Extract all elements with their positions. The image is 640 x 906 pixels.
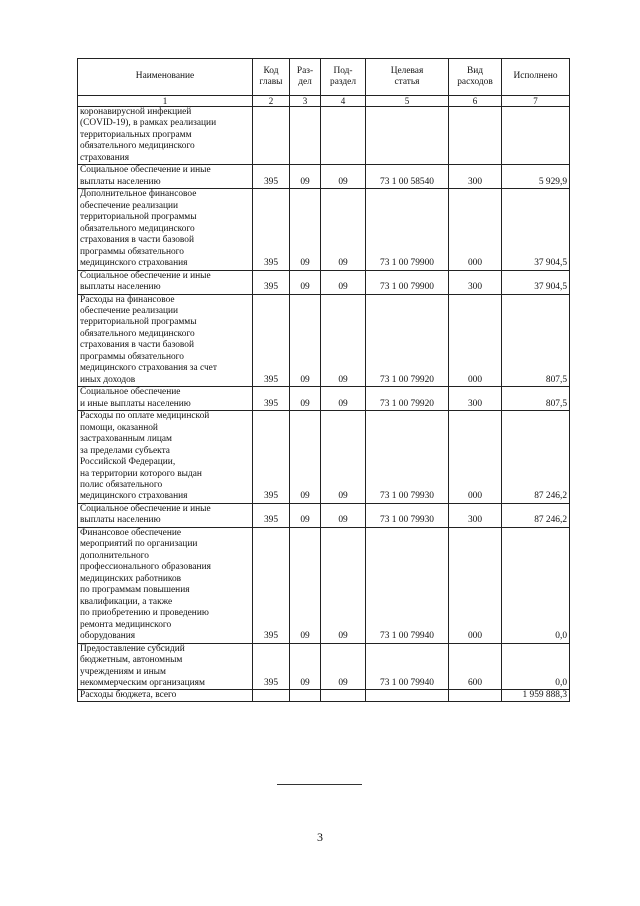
row-name-line: выплаты населению [80,515,161,526]
row-name-line: медицинских работников [80,573,182,584]
row-name-line: выплаты населению [80,282,161,293]
row-expense-type: 000 [449,294,502,387]
row-section-code: 09 [290,643,321,690]
row-executed-amount: 5 929,9 [502,165,570,189]
row-expense-type: 300 [449,503,502,527]
row-name-line: страхования в части базовой [80,340,194,351]
row-name-line: профессионального образования [80,562,211,573]
row-name-line: Дополнительное финансовое [80,189,197,200]
row-target-article: 73 1 00 58540 [366,165,449,189]
row-section-code [290,107,321,165]
row-name-line: Финансовое обеспечение [80,527,182,538]
total-executed: 1 959 888,3 [502,690,570,702]
row-executed-amount: 807,5 [502,387,570,411]
row-chapter-code: 395 [253,294,290,387]
header-expense-type: Вид расходов [449,59,502,96]
table-row [78,107,570,165]
row-name-line: (COVID-19), в рамках реализации [80,118,217,129]
row-name-line: территориальной программы [80,317,197,328]
column-number: 7 [502,96,570,107]
row-name-line: ремонта медицинского [80,619,172,630]
column-number: 3 [290,96,321,107]
row-chapter-code: 395 [253,643,290,690]
row-name-line: Социальное обеспечение и иные [80,270,211,281]
row-subsection-code: 09 [321,411,366,504]
row-name-line: обеспечение реализации [80,200,179,211]
row-name [78,387,253,411]
table-row [78,527,570,643]
row-name-line: медицинского страхования за счет [80,363,217,374]
total-label: Расходы бюджета, всего [78,690,253,702]
row-chapter-code: 395 [253,527,290,643]
row-subsection-code: 09 [321,387,366,411]
row-expense-type: 000 [449,527,502,643]
row-subsection-code: 09 [321,503,366,527]
row-name-line: по приобретению и проведению [80,608,209,619]
row-name [78,503,253,527]
row-target-article: 73 1 00 79940 [366,527,449,643]
row-subsection-code: 09 [321,294,366,387]
row-target-article: 73 1 00 79940 [366,643,449,690]
row-name-line: Расходы по оплате медицинской [80,411,210,422]
row-subsection-code: 09 [321,189,366,270]
row-name-line: Социальное обеспечение [80,387,181,398]
row-name-line: квалификации, а также [80,596,173,607]
row-executed-amount: 37 904,5 [502,270,570,294]
row-target-article: 73 1 00 79920 [366,387,449,411]
header-name: Наименование [78,59,253,96]
row-name-line: обязательного медицинского [80,141,195,152]
row-section-code: 09 [290,270,321,294]
row-chapter-code: 395 [253,165,290,189]
row-expense-type: 300 [449,270,502,294]
row-name [78,643,253,690]
row-section-code: 09 [290,165,321,189]
table-row [78,503,570,527]
row-name [78,527,253,643]
table-row [78,270,570,294]
row-name-line: иных доходов [80,374,136,385]
column-number: 4 [321,96,366,107]
row-name-line: застрахованным лицам [80,434,172,445]
row-subsection-code: 09 [321,270,366,294]
table-body [78,107,570,690]
row-executed-amount: 0,0 [502,527,570,643]
row-name-line: Расходы на финансовое [80,294,175,305]
row-name-line: бюджетным, автономным [80,655,183,666]
row-target-article: 73 1 00 79900 [366,270,449,294]
row-name-line: страхования в части базовой [80,235,194,246]
row-name-line: обязательного медицинского [80,223,195,234]
row-section-code: 09 [290,503,321,527]
row-name-line: программы обязательного [80,246,184,257]
row-name-line: за пределами субъекта [80,445,170,456]
row-name-line: Предоставление субсидий [80,643,185,654]
row-name-line: медицинского страхования [80,491,188,502]
row-name-line: Российской Федерации, [80,457,176,468]
page-number: 3 [317,830,323,844]
row-name-line: Социальное обеспечение и иные [80,165,211,176]
header-target-article: Целевая статья [366,59,449,96]
row-executed-amount: 0,0 [502,643,570,690]
row-name-line: полис обязательного [80,480,163,490]
row-executed-amount [502,107,570,165]
row-name-line: некоммерческим организациям [80,677,205,688]
table-row [78,411,570,504]
table-row [78,387,570,411]
row-name-line: выплаты населению [80,176,161,187]
row-target-article [366,107,449,165]
total-row [78,690,570,702]
row-name-line: дополнительного [80,550,149,561]
column-number: 6 [449,96,502,107]
table-row [78,165,570,189]
row-chapter-code: 395 [253,411,290,504]
row-name-line: учреждениям и иным [80,666,166,677]
row-name [78,294,253,387]
row-subsection-code: 09 [321,165,366,189]
table-row [78,643,570,690]
row-name [78,165,253,189]
row-executed-amount: 87 246,2 [502,411,570,504]
column-number: 5 [366,96,449,107]
row-expense-type: 600 [449,643,502,690]
footer-divider [277,784,362,785]
header-row [78,59,570,96]
row-chapter-code: 395 [253,189,290,270]
row-name-line: и иные выплаты населению [80,398,191,409]
row-name-line: коронавирусной инфекцией [80,107,192,117]
row-section-code: 09 [290,411,321,504]
header-section: Раз- дел [290,59,321,96]
budget-execution-table [77,58,570,702]
row-name-line: по программам повышения [80,585,190,596]
row-name-line: медицинского страхования [80,258,188,269]
row-name [78,411,253,504]
row-subsection-code: 09 [321,643,366,690]
row-name-line: Социальное обеспечение и иные [80,503,211,514]
row-name [78,189,253,270]
row-target-article: 73 1 00 79930 [366,503,449,527]
row-subsection-code: 09 [321,527,366,643]
row-expense-type: 000 [449,411,502,504]
row-name-line: обязательного медицинского [80,328,195,339]
row-chapter-code: 395 [253,503,290,527]
row-expense-type: 300 [449,165,502,189]
row-target-article: 73 1 00 79930 [366,411,449,504]
row-name-line: оборудования [80,631,136,642]
column-number: 2 [253,96,290,107]
row-name [78,270,253,294]
header-chapter-code: Код главы [253,59,290,96]
table-row [78,294,570,387]
row-section-code: 09 [290,189,321,270]
row-name-line: программы обязательного [80,351,184,362]
row-name-line: мероприятий по организации [80,539,198,550]
row-executed-amount: 37 904,5 [502,189,570,270]
table-row [78,189,570,270]
header-subsection: Под- раздел [321,59,366,96]
row-chapter-code: 395 [253,270,290,294]
row-name-line: страхования [80,152,130,163]
row-name-line: обеспечение реализации [80,305,179,316]
row-chapter-code: 395 [253,387,290,411]
row-section-code: 09 [290,387,321,411]
column-number: 1 [78,96,253,107]
row-expense-type [449,107,502,165]
row-subsection-code [321,107,366,165]
header-executed: Исполнено [502,59,570,96]
row-target-article: 73 1 00 79920 [366,294,449,387]
row-chapter-code [253,107,290,165]
row-target-article: 73 1 00 79900 [366,189,449,270]
row-expense-type: 300 [449,387,502,411]
row-name [78,107,253,165]
row-section-code: 09 [290,527,321,643]
row-name-line: территориальных программ [80,129,192,140]
row-executed-amount: 87 246,2 [502,503,570,527]
row-name-line: помощи, оказанной [80,422,158,433]
row-name-line: территориальной программы [80,212,197,223]
row-expense-type: 000 [449,189,502,270]
row-section-code: 09 [290,294,321,387]
row-executed-amount: 807,5 [502,294,570,387]
column-numbers-row [78,96,570,107]
row-name-line: на территории которого выдан [80,468,202,479]
